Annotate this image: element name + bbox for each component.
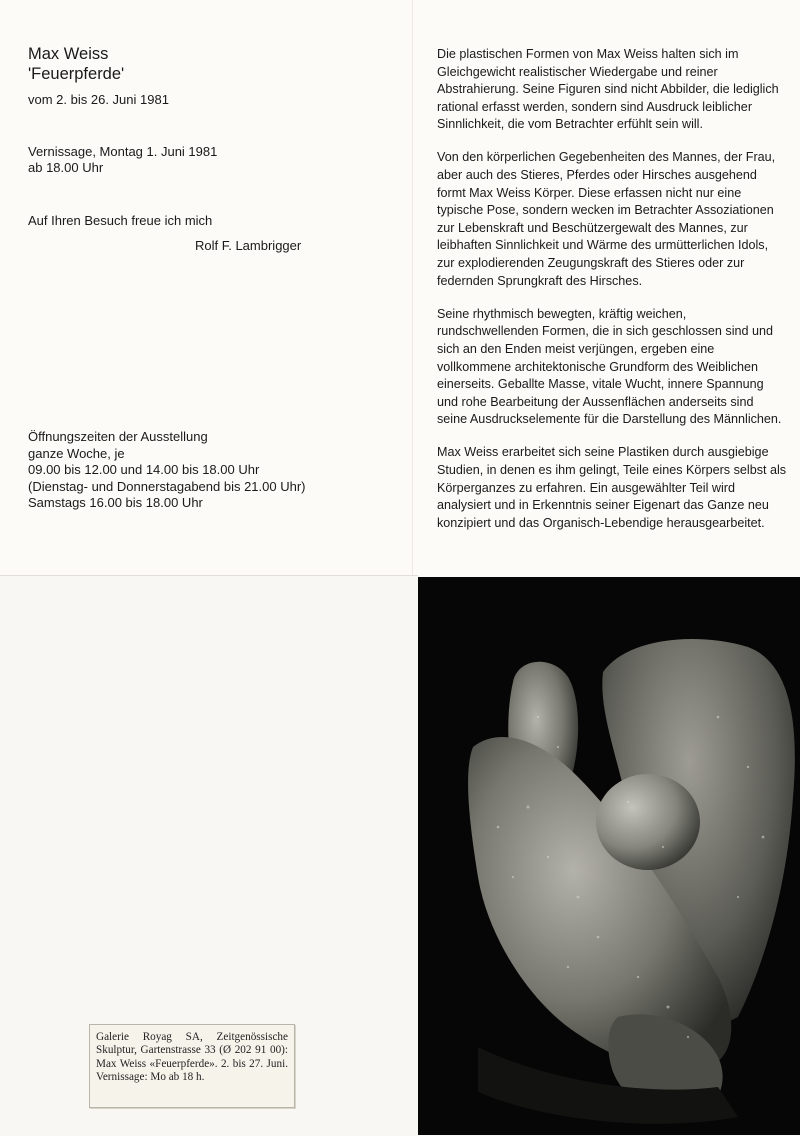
sculpture-photo [418, 577, 800, 1135]
vernissage-date: Vernissage, Montag 1. Juni 1981 [28, 143, 218, 159]
greeting-text: Auf Ihren Besuch freue ich mich [28, 212, 213, 228]
essay-paragraph: Von den körperlichen Gegebenheiten des Mannes, der Frau, aber auch des Stieres, Pferdes oder Hirsches ausgehend formt Max Weiss Körper. Diese erfassen nicht nur eine typische Pose, sondern wecken im Betrachter Assoziationen zur Lebenskraft und Beschützergewalt des Mannes, zur leibhaften Sinnlichkeit und Wärme des urmütterlichen Idols, zur explodierenden Zeugungskraft des Stieres oder zur federnden Sprungkraft des Hirsches. [437, 150, 776, 288]
essay [437, 46, 787, 548]
essay-paragraph: Seine rhythmisch bewegten, kräftig weichen, rundschwellenden Formen, die in sich geschlossen sind und sich an den Enden meist verjüngen, ergeben eine vollkommene architektonische Grundform des Weiblichen einerseits. Geballte Masse, vitale Wucht, innere Spannung und rohe Bearbeitung der Aussenflächen anderseits sind seine Ausdruckselemente für die Darstellung des Männlichen. [437, 306, 782, 427]
exhibition-title: 'Feuerpferde' [28, 65, 125, 83]
artist-name: Max Weiss [28, 45, 109, 63]
clipping-text: Galerie Royag SA, Zeitgenössische Skulptur, Gartenstrasse 33 (Ø 202 91 00): Max Weiss «Feuerpferde». 2. bis 27. Juni. Vernissage: Mo ab 18 h. [96, 1031, 288, 1084]
vernissage-block [28, 144, 398, 177]
signer-name: Rolf F. Lambrigger [195, 238, 302, 253]
opening-hours [28, 429, 408, 512]
fold-line [412, 0, 413, 575]
invitation-header [28, 44, 398, 255]
hours-line: ganze Woche, je [28, 445, 125, 461]
exhibition-dates: vom 2. bis 26. Juni 1981 [28, 92, 169, 107]
essay-paragraph: Die plastischen Formen von Max Weiss halten sich im Gleichgewicht realistischer Wiedergabe und reiner Abstrahierung. Seine Figuren sind nicht Abbilder, die lediglich rational erfasst werden, sondern sind Ausdruck leiblicher Sinnlichkeit, die vom Betrachter erfühlt sein will. [437, 47, 779, 132]
hours-line: Samstags 16.00 bis 18.00 Uhr [28, 495, 203, 510]
essay-paragraph: Max Weiss erarbeitet sich seine Plastiken durch ausgiebige Studien, in denen es ihm gelingt, Teile eines Körpers selbst als Körperganzes zu erfahren. Ein ausgewählter Teil wird analysiert und in Erkenntnis seiner Eigenart das Ganze neu konzipiert und das Organisch-Lebendige herausgearbeitet. [437, 445, 787, 530]
sculpture-image [418, 577, 800, 1135]
newspaper-clipping [89, 1024, 295, 1108]
hours-line: Öffnungszeiten der Ausstellung [28, 429, 208, 444]
hours-line: 09.00 bis 12.00 und 14.00 bis 18.00 Uhr [28, 462, 260, 477]
vernissage-time: ab 18.00 Uhr [28, 160, 104, 175]
hours-line: (Dienstag- und Donnerstagabend bis 21.00 Uhr) [28, 478, 306, 494]
